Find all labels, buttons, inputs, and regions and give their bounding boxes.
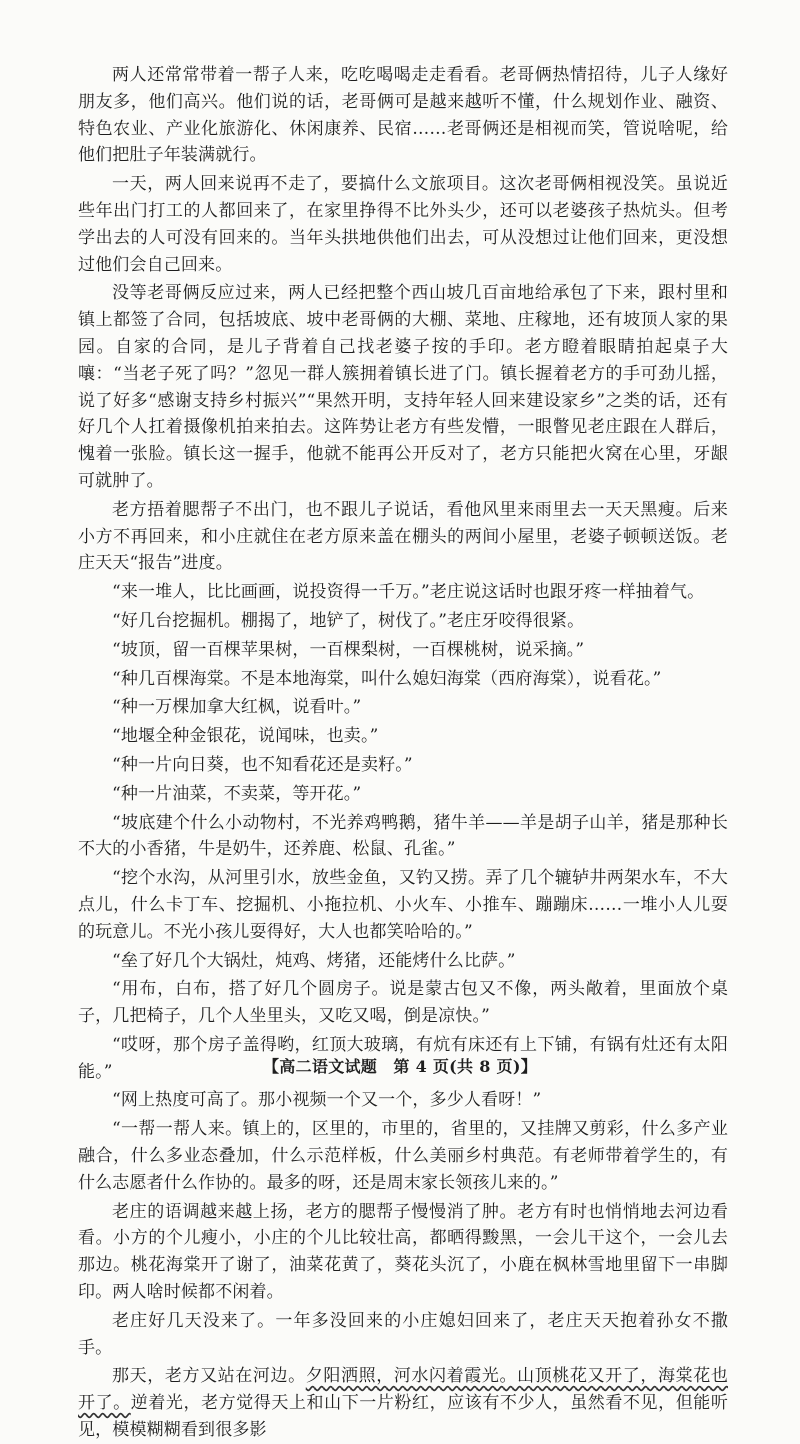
dialogue-line: “种一片油菜，不卖菜，等开花。”: [112, 783, 362, 804]
dialogue-line: “地堰全种金银花，说闻味，也卖。”: [112, 726, 379, 747]
dialogue-line: “来一堆人，比比画画，说投资得一千万。”老庄说这话时也跟牙疼一样抽着气。: [112, 582, 705, 603]
dialogue-line: “垒了好几个大锅灶，炖鸡、烤猪，还能烤什么比萨。”: [112, 950, 516, 971]
dialogue-line: “好几台挖掘机。棚揭了，地铲了，树伐了。”老庄牙咬得很紧。: [112, 610, 585, 631]
last-paragraph-lead: 那天，老方又站在河边。: [112, 1366, 306, 1387]
paragraph: 老庄好几天没来了。一年多没回来的小庄媳妇回来了，老庄天天抱着孙女不撒手。: [78, 1310, 728, 1358]
dialogue-line: “种一片向日葵，也不知看花还是卖籽。”: [112, 754, 413, 775]
reading-passage: [78, 62, 728, 1444]
dialogue-line: “坡顶，留一百棵苹果树，一百棵梨树，一百棵桃树，说采摘。”: [112, 639, 585, 660]
dialogue-line: “用布，白布，搭了好几个圆房子。说是蒙古包又不像，两头敞着，里面放个桌子，几把椅子，几个人坐里头，又吃又喝，倒是凉快。”: [78, 979, 728, 1027]
paragraph-last: [78, 1363, 728, 1443]
dialogue-line: “坡底建个什么小动物村，不光养鸡鸭鹅，猪牛羊——羊是胡子山羊，猪是那种长不大的小香猪，牛是奶牛，还养鹿、松鼠、孔雀。”: [78, 812, 728, 860]
dialogue-line: “网上热度可高了。那小视频一个又一个，多少人看呀！”: [112, 1090, 542, 1111]
dialogue-line: “挖个水沟，从河里引水，放些金鱼，又钓又捞。弄了几个辘轳井两架水车，不大点儿，什么卡丁车、挖掘机、小拖拉机、小火车、小推车、蹦蹦床……一堆小人儿耍的玩意儿。不光小孩儿耍得好，大人也都笑哈哈的。”: [78, 868, 728, 942]
page-footer: 【高二语文试题 第 4 页(共 8 页)】: [263, 1057, 537, 1076]
underlined-sentence: 夕阳洒照，河水闪着霞光。山顶桃花又开了，海棠花也开了。: [78, 1366, 728, 1414]
paragraph: 两人还常常带着一帮子人来，吃吃喝喝走走看看。老哥俩热情招待，儿子人缘好朋友多，他们高兴。他们说的话，老哥俩可是越来越听不懂，什么规划作业、融资、特色农业、产业化旅游化、休闲康养、民宿……老哥俩还是相视而笑，管说啥呢，给他们把肚子年装满就行。: [78, 65, 728, 166]
dialogue-line: “种一万棵加拿大红枫，说看叶。”: [112, 697, 362, 718]
paragraph: 一天，两人回来说再不走了，要搞什么文旅项目。这次老哥俩相视没笑。虽说近些年出门打工的人都回来了，在家里挣得不比外头少，还可以老婆孩子热炕头。但考学出去的人可没有回来的。当年头拱地供他们出去，可从没想过让他们回来，更没想过他们会自己回来。: [78, 174, 728, 275]
dialogue-line: “一帮一帮人来。镇上的，区里的，市里的，省里的，又挂牌又剪彩，什么多产业融合，什么多业态叠加，什么示范样板，什么美丽乡村典范。有老师带着学生的，有什么志愿者什么作协的。最多的呀，还是周末家长领孩儿来的。”: [78, 1119, 728, 1193]
paragraph: 老方捂着腮帮子不出门，也不跟儿子说话，看他风里来雨里去一天天黑瘦。后来小方不再回来，和小庄就住在老方原来盖在棚头的两间小屋里，老婆子顿顿送饭。老庄天天“报告”进度。: [78, 499, 728, 574]
last-paragraph-tail: 逆着光，老方觉得天上和山下一片粉红，应该有不少人，虽然看不见，但能听见，模模糊糊看到很多影: [78, 1393, 728, 1441]
dialogue-line: “种几百棵海棠。不是本地海棠，叫什么媳妇海棠（西府海棠），说看花。”: [112, 668, 662, 689]
dialogue-line: “哎呀，那个房子盖得哟，红顶大玻璃，有炕有床还有上下铺，有锅有灶还有太阳能。”: [78, 1034, 728, 1082]
paragraph: 没等老哥俩反应过来，两人已经把整个西山坡几百亩地给承包了下来，跟村里和镇上都签了合同，包括坡底、坡中老哥俩的大棚、菜地、庄稼地，还有坡顶人家的果园。自家的合同，是儿子背着自己找老婆子按的手印。老方瞪着眼睛拍起桌子大嚷：“当老子死了吗？”忽见一群人簇拥着镇长进了门。镇长握着老方的手可劲儿摇，说了好多“感谢支持乡村振兴”“果然开明，支持年轻人回来建设家乡”之类的话，还有好几个人扛着摄像机拍来拍去。这阵势让老方有些发懵，一眼瞥见老庄跟在人群后，愧着一张脸。镇长这一握手，他就不能再公开反对了，老方只能把火窝在心里，牙龈可就肿了。: [78, 283, 728, 491]
paragraph: 老庄的语调越来越上扬，老方的腮帮子慢慢消了肿。老方有时也悄悄地去河边看看。小方的个儿瘦小，小庄的个儿比较壮高，都晒得黢黑，一会儿干这个，一会儿去那边。桃花海棠开了谢了，油菜花黄了，葵花头沉了，小鹿在枫林雪地里留下一串脚印。两人啥时候都不闲着。: [78, 1201, 728, 1303]
